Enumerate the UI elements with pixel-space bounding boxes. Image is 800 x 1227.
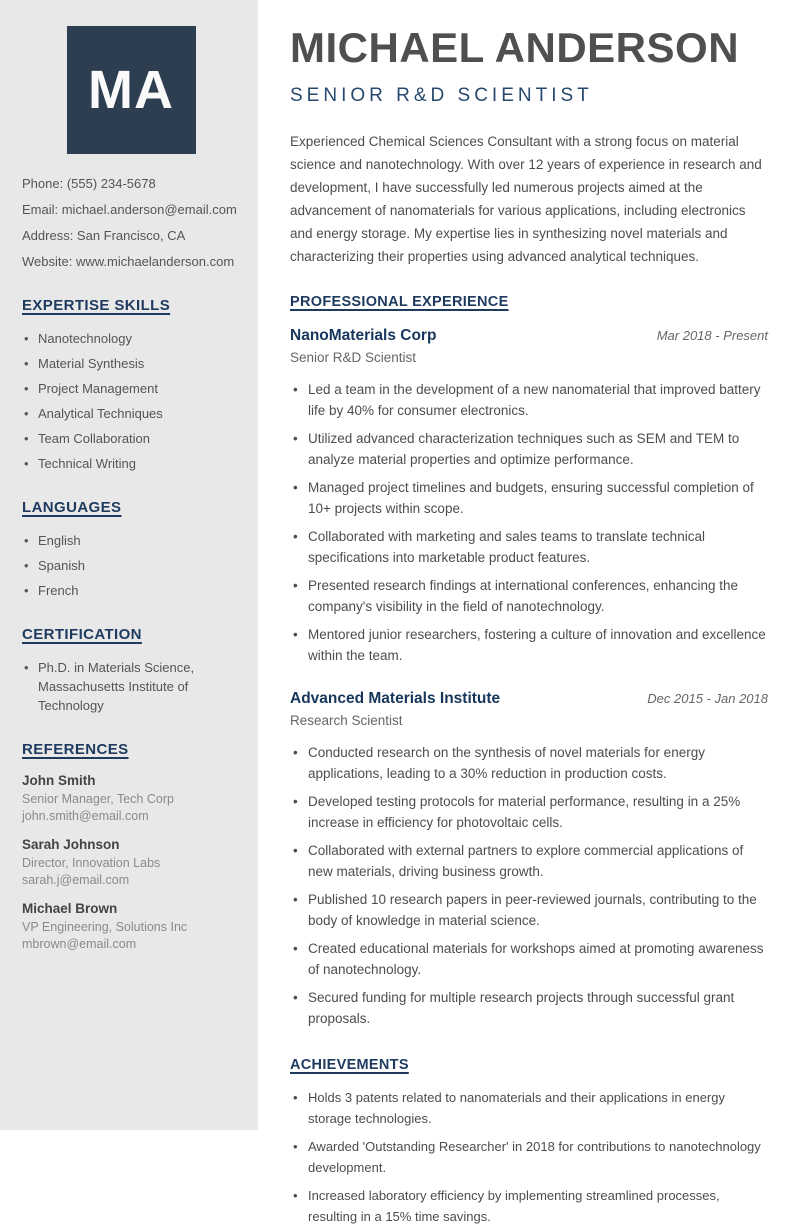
job-dates: Mar 2018 - Present — [656, 328, 768, 343]
job-header — [290, 690, 768, 708]
skills-section — [22, 297, 240, 473]
job-bullet: • Developed testing protocols for material performance, resulting in a 25% increase in efficiency for photovoltaic cells. — [290, 791, 768, 833]
certification-section — [22, 626, 240, 715]
job-bullet: • Utilized advanced characterization techniques such as SEM and TEM to analyze material properties and optimize performance. — [290, 428, 768, 470]
achievement-bullet: • Awarded 'Outstanding Researcher' in 2018 for contributions to nanotechnology development. — [290, 1136, 768, 1178]
job-title: Senior R&D Scientist — [290, 350, 417, 365]
reference-card — [22, 837, 240, 889]
job-bullet: • Presented research findings at international conferences, enhancing the company's visibility in the field of nanotechnology. — [290, 575, 768, 617]
job-bullet: • Collaborated with marketing and sales teams to translate technical specifications into marketable product features. — [290, 526, 768, 568]
job-entry — [290, 690, 768, 1029]
reference-role: Director, Innovation Labs — [22, 856, 161, 870]
job-bullet: • Published 10 research papers in peer-reviewed journals, contributing to the body of knowledge in material science. — [290, 889, 768, 931]
certification-item: • Ph.D. in Materials Science, Massachusetts Institute of Technology — [22, 658, 240, 715]
skills-heading: EXPERTISE SKILLS — [22, 297, 171, 314]
language-item: • English — [22, 531, 240, 550]
avatar-initials: MA — [88, 60, 174, 120]
job-bullet: • Mentored junior researchers, fostering a culture of innovation and excellence within the team. — [290, 624, 768, 666]
reference-email: sarah.j@email.com — [22, 873, 130, 887]
avatar — [67, 26, 196, 154]
job-bullet-list — [290, 379, 768, 666]
job-subtitle: SENIOR R&D SCIENTIST — [290, 85, 593, 106]
contact-info — [22, 175, 240, 271]
skill-item: • Analytical Techniques — [22, 404, 240, 423]
company-name: Advanced Materials Institute — [290, 690, 501, 707]
reference-card — [22, 773, 240, 825]
skill-item: • Technical Writing — [22, 454, 240, 473]
achievement-bullet: • Holds 3 patents related to nanomaterials and their applications in energy storage technologies. — [290, 1087, 768, 1129]
job-bullet: • Created educational materials for workshops aimed at promoting awareness of nanotechnology. — [290, 938, 768, 980]
contact-phone: Phone: (555) 234-5678 — [22, 176, 156, 191]
skill-item: • Project Management — [22, 379, 240, 398]
reference-role: Senior Manager, Tech Corp — [22, 792, 174, 806]
job-title: Research Scientist — [290, 713, 403, 728]
job-bullet-list — [290, 742, 768, 1029]
job-bullet: • Conducted research on the synthesis of novel materials for energy applications, leading to a 30% reduction in production costs. — [290, 742, 768, 784]
job-bullet: • Led a team in the development of a new nanomaterial that improved battery life by 40% for consumer electronics. — [290, 379, 768, 421]
skill-item: • Team Collaboration — [22, 429, 240, 448]
professional-summary: Experienced Chemical Sciences Consultant with a strong focus on material science and nanotechnology. With over 12 years of experience in research and development, I have successfully led numerous projects aimed at the advancement of nanomaterials for various applications, including electronics and energy storage. My expertise lies in synthesizing novel materials and characterizing their properties using advanced analytical techniques. — [290, 134, 762, 264]
achievements-list — [290, 1087, 768, 1227]
languages-list — [22, 531, 240, 600]
languages-section — [22, 499, 240, 600]
job-bullet: • Collaborated with external partners to explore commercial applications of new materials, driving business growth. — [290, 840, 768, 882]
references-heading: REFERENCES — [22, 741, 129, 758]
job-bullet: • Secured funding for multiple research projects through successful grant proposals. — [290, 987, 768, 1029]
skills-list — [22, 329, 240, 473]
job-bullet: • Managed project timelines and budgets, ensuring successful completion of 10+ projects within scope. — [290, 477, 768, 519]
company-name: NanoMaterials Corp — [290, 327, 437, 344]
reference-role: VP Engineering, Solutions Inc — [22, 920, 188, 934]
languages-heading: LANGUAGES — [22, 499, 122, 516]
contact-address: Address: San Francisco, CA — [22, 228, 186, 243]
reference-email: john.smith@email.com — [22, 809, 149, 823]
experience-heading: PROFESSIONAL EXPERIENCE — [290, 294, 509, 310]
job-entry — [290, 327, 768, 666]
reference-name: Sarah Johnson — [22, 837, 120, 852]
page-title: MICHAEL ANDERSON — [290, 24, 740, 71]
reference-name: John Smith — [22, 773, 96, 788]
certification-heading: CERTIFICATION — [22, 626, 142, 643]
main-content — [258, 0, 800, 1224]
language-item: • French — [22, 581, 240, 600]
language-item: • Spanish — [22, 556, 240, 575]
contact-email: Email: michael.anderson@email.com — [22, 202, 237, 217]
reference-name: Michael Brown — [22, 901, 118, 916]
reference-email: mbrown@email.com — [22, 937, 137, 951]
certification-list — [22, 658, 240, 715]
references-section — [22, 741, 240, 953]
reference-card — [22, 901, 240, 953]
achievements-heading: ACHIEVEMENTS — [290, 1057, 409, 1073]
job-dates: Dec 2015 - Jan 2018 — [647, 691, 768, 706]
skill-item: • Nanotechnology — [22, 329, 240, 348]
sidebar — [0, 0, 258, 1130]
achievement-bullet: • Increased laboratory efficiency by implementing streamlined processes, resulting in a 15% time savings. — [290, 1185, 768, 1227]
skill-item: • Material Synthesis — [22, 354, 240, 373]
job-header — [290, 327, 768, 345]
contact-website: Website: www.michaelanderson.com — [22, 254, 235, 269]
